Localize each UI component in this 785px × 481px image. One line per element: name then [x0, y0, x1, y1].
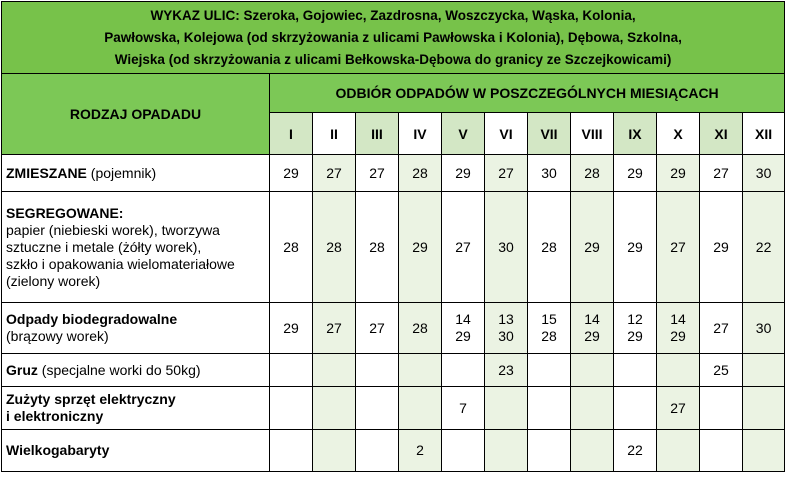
collection-day: 14: [584, 311, 600, 327]
collection-day-cell: [313, 430, 356, 472]
collection-day: 28: [584, 164, 600, 181]
collection-day: 2: [416, 442, 424, 458]
waste-type-description: (zielony worek): [6, 272, 101, 289]
collection-header: ODBIÓR ODPADÓW W POSZCZEGÓLNYCH MIESIĄCACH: [270, 74, 785, 113]
collection-day-cell: [356, 430, 399, 472]
collection-day-cell: [442, 354, 485, 387]
waste-type-label: [2, 430, 270, 472]
collection-day-cell: [313, 303, 356, 354]
collection-day: 29: [455, 164, 471, 181]
collection-day-cell: [399, 430, 442, 472]
collection-day: 27: [713, 319, 729, 336]
collection-day: 27: [326, 164, 342, 181]
collection-day: 7: [459, 399, 467, 416]
collection-day-cell: [657, 387, 700, 430]
collection-day-cell: [270, 387, 313, 430]
collection-day-cell: [313, 387, 356, 430]
waste-type-title: Gruz: [6, 361, 38, 378]
collection-day: 28: [541, 238, 557, 255]
collection-day-cell: [614, 155, 657, 192]
waste-row: [2, 192, 785, 303]
collection-day: 22: [627, 442, 643, 458]
collection-day-cell: [700, 387, 743, 430]
collection-day-cell: [571, 354, 614, 387]
month-header: VII: [528, 113, 571, 155]
collection-day-cell: [399, 192, 442, 303]
collection-day-cell: [442, 303, 485, 354]
street-list-banner: [2, 2, 785, 74]
collection-day-cell: [743, 387, 785, 430]
collection-day-cell: [700, 155, 743, 192]
collection-day: 29: [713, 238, 729, 255]
collection-day: 30: [541, 164, 557, 181]
collection-day: 27: [369, 319, 385, 336]
collection-day-cell: [743, 354, 785, 387]
collection-day: 23: [498, 361, 514, 378]
collection-day: 25: [713, 361, 729, 378]
waste-row: [2, 387, 785, 430]
waste-row: [2, 354, 785, 387]
collection-day-cell: [614, 303, 657, 354]
collection-day-cell: [657, 430, 700, 472]
collection-day: 27: [326, 319, 342, 336]
collection-day-cell: [485, 303, 528, 354]
collection-day-cell: [700, 430, 743, 472]
month-header: II: [313, 113, 356, 155]
collection-day: 27: [369, 164, 385, 181]
collection-day: 29: [455, 328, 471, 344]
waste-type-title: Odpady biodegradowalne: [6, 311, 178, 327]
collection-day-cell: [700, 303, 743, 354]
collection-day: 22: [755, 238, 772, 255]
month-header: VI: [485, 113, 528, 155]
collection-day-cell: [528, 155, 571, 192]
month-header: III: [356, 113, 399, 155]
waste-type-header: RODZAJ OPADADU: [2, 74, 270, 155]
collection-day-cell: [571, 303, 614, 354]
collection-day-cell: [743, 155, 785, 192]
collection-day-cell: [313, 354, 356, 387]
collection-day: 29: [584, 238, 600, 255]
collection-day: 28: [412, 164, 428, 181]
collection-day-cell: [700, 192, 743, 303]
collection-day-cell: [399, 155, 442, 192]
collection-day-cell: [270, 303, 313, 354]
collection-day-cell: [313, 155, 356, 192]
collection-day-cell: [485, 387, 528, 430]
waste-type-label: [2, 192, 270, 303]
collection-day-cell: [657, 155, 700, 192]
waste-type-label: [2, 354, 270, 387]
collection-day: 30: [498, 238, 514, 255]
waste-type-label: [2, 303, 270, 354]
month-header: XI: [700, 113, 743, 155]
collection-day-cell: [485, 354, 528, 387]
banner-line: Wiejska (od skrzyżowania z ulicami Bełkowska-Dębowa do granicy ze Szczejkowicami): [114, 51, 672, 67]
collection-day: 28: [541, 328, 557, 344]
collection-day-cell: [528, 192, 571, 303]
collection-day-cell: [657, 192, 700, 303]
waste-type-description: (specjalne worki do 50kg): [37, 361, 201, 378]
header-row: [2, 74, 785, 113]
collection-day: 29: [627, 328, 643, 344]
banner-line: Pawłowska, Kolejowa (od skrzyżowania z ulicami Pawłowska i Kolonia), Dębowa, Szkolna,: [104, 29, 682, 45]
collection-day: 28: [283, 238, 299, 255]
waste-type-description: (pojemnik): [86, 164, 157, 181]
collection-day: 28: [326, 238, 342, 255]
waste-row: [2, 303, 785, 354]
collection-day: 29: [627, 238, 643, 255]
collection-day: 27: [455, 238, 471, 255]
collection-day-cell: [356, 192, 399, 303]
collection-day-cell: [485, 155, 528, 192]
waste-type-title: SEGREGOWANE:: [6, 204, 124, 221]
collection-day-cell: [614, 430, 657, 472]
collection-day-cell: [442, 387, 485, 430]
waste-type-description: szkło i opakowania wielomateriałowe: [6, 255, 235, 272]
collection-day: 30: [498, 328, 514, 344]
collection-day-cell: [356, 155, 399, 192]
collection-day: 29: [627, 164, 643, 181]
collection-day-cell: [442, 155, 485, 192]
month-header: X: [657, 113, 700, 155]
collection-day-cell: [270, 192, 313, 303]
waste-type-title: i elektroniczny: [6, 408, 104, 424]
collection-day: 29: [670, 164, 686, 181]
waste-type-description: sztuczne i metale (żółty worek),: [6, 238, 202, 255]
collection-day-cell: [743, 430, 785, 472]
collection-day: 15: [541, 311, 557, 327]
collection-day: 29: [412, 238, 428, 255]
month-header: VIII: [571, 113, 614, 155]
waste-type-label: [2, 387, 270, 430]
collection-day-cell: [270, 155, 313, 192]
collection-day-cell: [528, 430, 571, 472]
collection-day: 14: [455, 311, 471, 327]
collection-day: 29: [584, 328, 600, 344]
collection-day: 14: [670, 311, 686, 327]
collection-day-cell: [485, 192, 528, 303]
month-header: V: [442, 113, 485, 155]
collection-day-cell: [270, 354, 313, 387]
waste-type-label: [2, 155, 270, 192]
collection-day-cell: [399, 387, 442, 430]
waste-type-description: papier (niebieski worek), tworzywa: [6, 221, 220, 238]
collection-day-cell: [313, 192, 356, 303]
waste-type-title: Wielkogabaryty: [6, 442, 110, 458]
collection-day-cell: [657, 303, 700, 354]
collection-day-cell: [657, 354, 700, 387]
collection-day-cell: [571, 192, 614, 303]
collection-day-cell: [614, 192, 657, 303]
collection-day: 30: [755, 319, 772, 336]
collection-day: 13: [498, 311, 514, 327]
collection-day-cell: [528, 303, 571, 354]
collection-day-cell: [356, 354, 399, 387]
banner-line: WYKAZ ULIC: Szeroka, Gojowiec, Zazdrosna, Woszczycka, Wąska, Kolonia,: [150, 7, 636, 23]
banner-row: [2, 2, 785, 74]
collection-day-cell: [485, 430, 528, 472]
collection-day-cell: [528, 387, 571, 430]
collection-day-cell: [700, 354, 743, 387]
waste-collection-schedule: [1, 1, 785, 472]
collection-day: 29: [670, 328, 686, 344]
collection-day-cell: [571, 155, 614, 192]
waste-row: [2, 155, 785, 192]
collection-day-cell: [270, 430, 313, 472]
collection-day: 28: [412, 319, 428, 336]
collection-day-cell: [571, 430, 614, 472]
collection-day-cell: [442, 192, 485, 303]
collection-day: 29: [283, 319, 299, 336]
month-header: I: [270, 113, 313, 155]
waste-type-title: Zużyty sprzęt elektryczny: [6, 391, 176, 407]
collection-day: 29: [283, 164, 299, 181]
collection-day-cell: [356, 387, 399, 430]
collection-day: 27: [498, 164, 514, 181]
collection-day-cell: [399, 354, 442, 387]
collection-day-cell: [743, 303, 785, 354]
month-header: XII: [743, 113, 785, 155]
collection-day: 27: [713, 164, 729, 181]
collection-day: 27: [670, 399, 686, 416]
collection-day-cell: [356, 303, 399, 354]
collection-day-cell: [571, 387, 614, 430]
waste-row: [2, 430, 785, 472]
collection-day-cell: [399, 303, 442, 354]
collection-day: 12: [627, 311, 643, 327]
month-header: IV: [399, 113, 442, 155]
collection-day-cell: [528, 354, 571, 387]
collection-day: 30: [755, 164, 772, 181]
collection-day-cell: [614, 354, 657, 387]
collection-day: 28: [369, 238, 385, 255]
waste-type-description: (brązowy worek): [6, 328, 109, 344]
month-header: IX: [614, 113, 657, 155]
collection-day-cell: [614, 387, 657, 430]
collection-day: 27: [670, 238, 686, 255]
collection-day-cell: [743, 192, 785, 303]
collection-day-cell: [442, 430, 485, 472]
waste-type-title: ZMIESZANE: [6, 164, 87, 181]
